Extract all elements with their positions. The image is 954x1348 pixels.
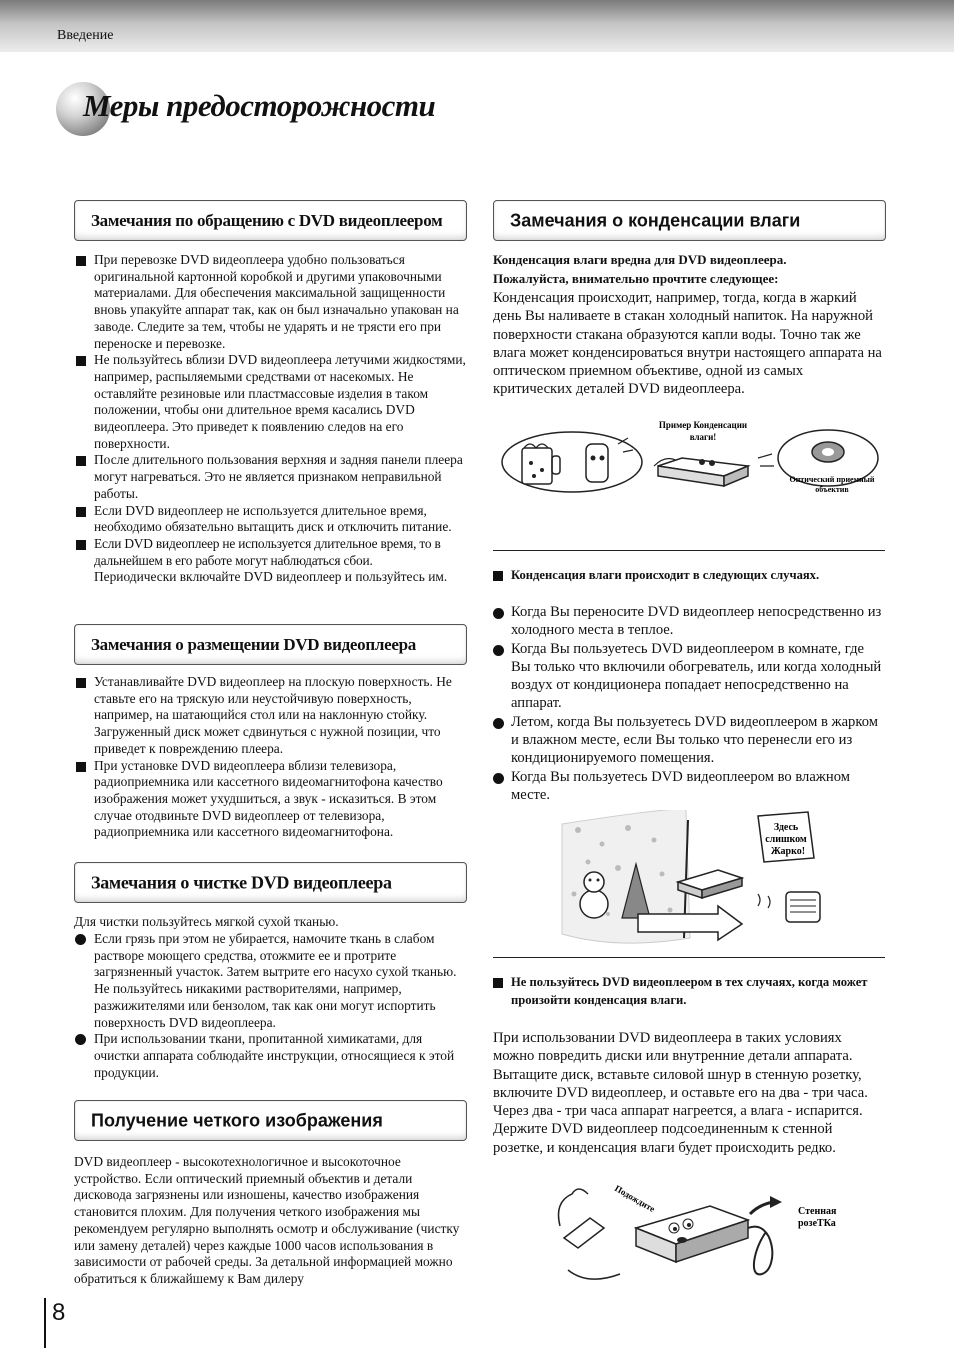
list-item: Если DVD видеоплеер не используется длительное время, то в дальнейшем в его работе могут наблюдаться сбои. [74, 536, 470, 569]
cleaning-intro: Для чистки пользуйтесь мягкой сухой тканью. [74, 914, 339, 929]
fig3-label-2: Стенная [798, 1206, 837, 1217]
divider [493, 550, 885, 551]
list-item-extra: Периодически включайте DVD видеоплеер и пользуйтесь им. [94, 569, 448, 585]
cases-title: Конденсация влаги происходит в следующих случаях. [493, 566, 885, 584]
fig1-label-2b: объектив [815, 485, 849, 494]
condensation-example-illustration [498, 418, 884, 500]
list-item: Не пользуйтесь вблизи DVD видеоплеера летучими жидкостями, например, распыляемыми средствами от насекомых. Не оставляйте резиновые или пластмассовые изделия в таком положении, чтобы они длительное время касались DVD видеоплеера. Это приведет к появлению следов на его поверхности. [74, 352, 470, 452]
list-item: После длительного пользования верхняя и задняя панели плеера могут нагреваться. Это не является признаком неправильной работы. [74, 452, 470, 502]
condensation-warning-2: Пожалуйста, внимательно прочтите следующее: [493, 271, 779, 286]
list-item: Когда Вы пользуетесь DVD видеоплеером во влажном месте. [493, 768, 885, 805]
fig2-label-1: Здесь [773, 822, 799, 833]
list-item: Если DVD видеоплеер не используется длительное время, необходимо обязательно вытащить диск и отключить питание. [74, 503, 470, 536]
condensation-warning-1: Конденсация влаги вредна для DVD видеоплеера. [493, 252, 787, 267]
section-label: Введение [57, 28, 114, 43]
page-title: Меры предосторожности [83, 88, 436, 123]
warning-title: Не пользуйтесь DVD видеоплеером в тех случаях, когда может произойти конденсация влаги. [493, 973, 885, 1009]
wait-and-plug-illustration [544, 1178, 844, 1288]
placement-list [74, 674, 470, 841]
clear-picture-heading-box [74, 1100, 467, 1141]
list-item: При перевозке DVD видеоплеера удобно пользоваться оригинальной картонной коробкой и другими упаковочными материалами. Для обеспечения максимальной защищенности вновь упакуйте аппарат так, как он был изначально упакован на заводе. Следите за тем, чтобы не ударять и не трясти его при переноске и перевозке. [74, 252, 470, 352]
clear-picture-text: DVD видеоплеер - высокотехнологичное и высокоточное устройство. Если оптический приемный объектив и детали дисковода загрязнены или изношены, качество изображения становится плохим. Для получения четкого изображения мы рекомендуем регулярно выполнять осмотр и обслуживание (чистку или замену деталей) через каждые 1000 часов использования в зависимости от рабочей среды. За детальной информацией можно обратиться к ближайшему к Вам дилеру [74, 1154, 460, 1286]
cleaning-list [74, 931, 470, 1081]
fig1-label-1b: влаги! [689, 432, 717, 442]
cold-to-warm-illustration [558, 810, 828, 950]
fig1-label-2: Оптический приемный [789, 475, 875, 484]
handling-heading: Замечания по обращению с DVD видеоплеером [91, 210, 443, 230]
cases-list [493, 603, 885, 804]
list-item: При использовании ткани, пропитанной химикатами, для очистки аппарата соблюдайте инструкции, относящиеся к этой продукции. [74, 1031, 470, 1081]
fig2-label-2: слишком [765, 834, 807, 845]
fig3-label-3: розеТКа [798, 1218, 836, 1229]
list-item-extra: Не пользуйтесь никакими растворителями, например, разжижителями или бензолом, так как они могут испортить поверхность DVD видеоплеера. [94, 981, 436, 1030]
list-item: При установке DVD видеоплеера вблизи телевизора, радиоприемника или кассетного видеомагнитофона качество изображения может ухудшиться, а звук - исказиться. В этом случае отодвиньте DVD видеоплеер от телевизора, радиоприемника или кассетного видеомагнитофона. [74, 758, 470, 842]
list-item: Летом, когда Вы пользуетесь DVD видеоплеером в жарком и влажном месте, если Вы только что перенесли его из кондиционируемого помещения. [493, 713, 885, 768]
placement-heading-box [74, 624, 467, 665]
list-item: Когда Вы пользуетесь DVD видеоплеером в комнате, где Вы только что включили обогреватель, или когда холодный воздух от кондиционера попадает непосредственно на аппарат. [493, 640, 885, 713]
warning-text: При использовании DVD видеоплеера в таких условиях можно повредить диски или внутренние детали аппарата. Вытащите диск, вставьте силовой шнур в стенную розетку, включите DVD видеоплеер, и оставьте его на два - три часа. Через два - три часа аппарат нагреется, а влага - испарится. Держите DVD видеоплеер подсоединенным к стенной розетке, и конденсация влаги будет происходить редко. [493, 1030, 868, 1156]
clear-picture-heading: Получение четкого изображения [91, 1110, 383, 1130]
list-item: Устанавливайте DVD видеоплеер на плоскую поверхность. Не ставьте его на тряскую или неустойчивую поверхность, например, на шатающийся стол или на наклонную стойку. Загруженный диск может сдвинуться с нужной позиции, что приведет к повреждению плеера. [74, 674, 470, 758]
cleaning-heading: Замечания о чистке DVD видеоплеера [91, 872, 392, 892]
fig1-label-1: Пример Конденсации [658, 420, 748, 430]
placement-heading: Замечания о размещении DVD видеоплеера [91, 634, 416, 654]
condensation-text: Конденсация происходит, например, тогда, когда в жаркий день Вы наливаете в стакан холодный напиток. На наружной поверхности стакана образуются капли воды. Точно так же влага может конденсироваться внутри настоящего аппарата на оптическом приемном объективе, одной из самых критических деталей DVD видеоплеера. [493, 290, 882, 398]
handling-heading-box [74, 200, 467, 241]
divider [493, 957, 885, 958]
header-band [0, 0, 954, 52]
list-item: Когда Вы переносите DVD видеоплеер непосредственно из холодного места в теплое. [493, 603, 885, 640]
fig2-label-3: Жарко! [770, 846, 806, 857]
list-item: Если грязь при этом не убирается, намочите ткань в слабом растворе моющего средства, отожмите ее и протрите загрязненный участок. Затем вытрите его насухо сухой тканью. [74, 931, 470, 981]
handling-list [74, 252, 470, 586]
fig3-label-1: Подождите [613, 1183, 657, 1215]
cleaning-heading-box [74, 862, 467, 903]
page-number: 8 [52, 1299, 66, 1326]
condensation-heading: Замечания о конденсации влаги [510, 210, 801, 230]
condensation-heading-box [493, 200, 886, 241]
page-number-bar [44, 1298, 46, 1348]
